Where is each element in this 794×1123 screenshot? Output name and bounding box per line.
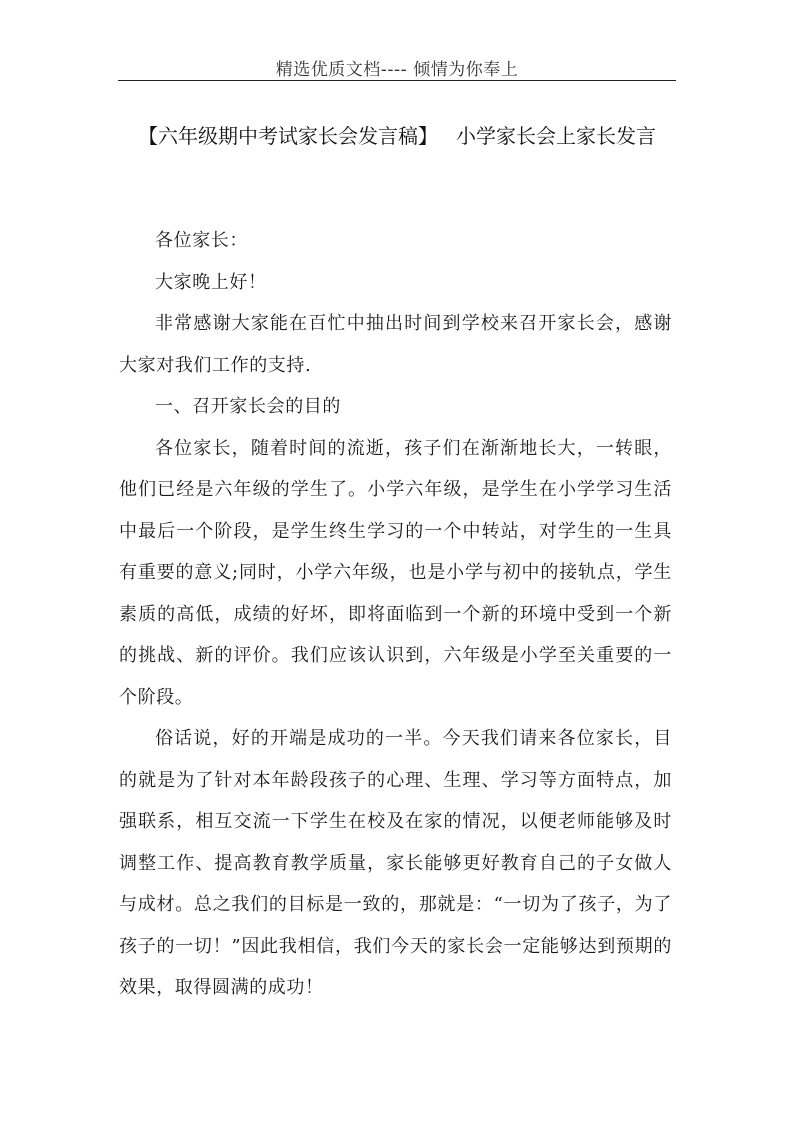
document-title: [118, 120, 676, 149]
header-divider: [118, 80, 676, 81]
title-main: 【六年级期中考试家长会发言稿】: [138, 124, 438, 148]
paragraph-purpose: 俗话说，好的开端是成功的一半。今天我们请来各位家长，目的就是为了针对本年龄段孩子的心理、生理、学习等方面特点，加强联系，相互交流一下学生在校及在家的情况，以便老师能够及时调整工作、提高教育教学质量，家长能够更好教育自己的子女做人与成材。总之我们的目标是一致的，那就是：“一切为了孩子，为了孩子的一切！”因此我相信，我们今天的家长会一定能够达到预期的效果，取得圆满的成功！: [119, 728, 672, 998]
section-heading: 一、召开家长会的目的: [155, 396, 341, 417]
greeting: 大家晚上好！: [155, 271, 267, 293]
paragraph-grade-six: 各位家长，随着时间的流逝，孩子们在渐渐地长大，一转眼，他们已经是六年级的学生了。小学六年级，是学生在小学学习生活中最后一个阶段，是学生终生学习的一个中转站，对学生的一生具有重要的意义;同时，小学六年级，也是小学与初中的接轨点，学生素质的高低，成绩的好坏，即将面临到一个新的环境中受到一个新的挑战、新的评价。我们应该认识到，六年级是小学至关重要的一个阶段。: [119, 437, 672, 708]
page-header: 精选优质文档---- 倾情为你奉上: [275, 60, 519, 80]
paragraph-thanks: 非常感谢大家能在百忙中抽出时间到学校来召开家长会，感谢大家对我们工作的支持.: [119, 313, 672, 376]
document-body: [119, 220, 672, 1009]
title-subtitle: 小学家长会上家长发言: [456, 124, 656, 148]
salutation: 各位家长：: [155, 230, 248, 251]
